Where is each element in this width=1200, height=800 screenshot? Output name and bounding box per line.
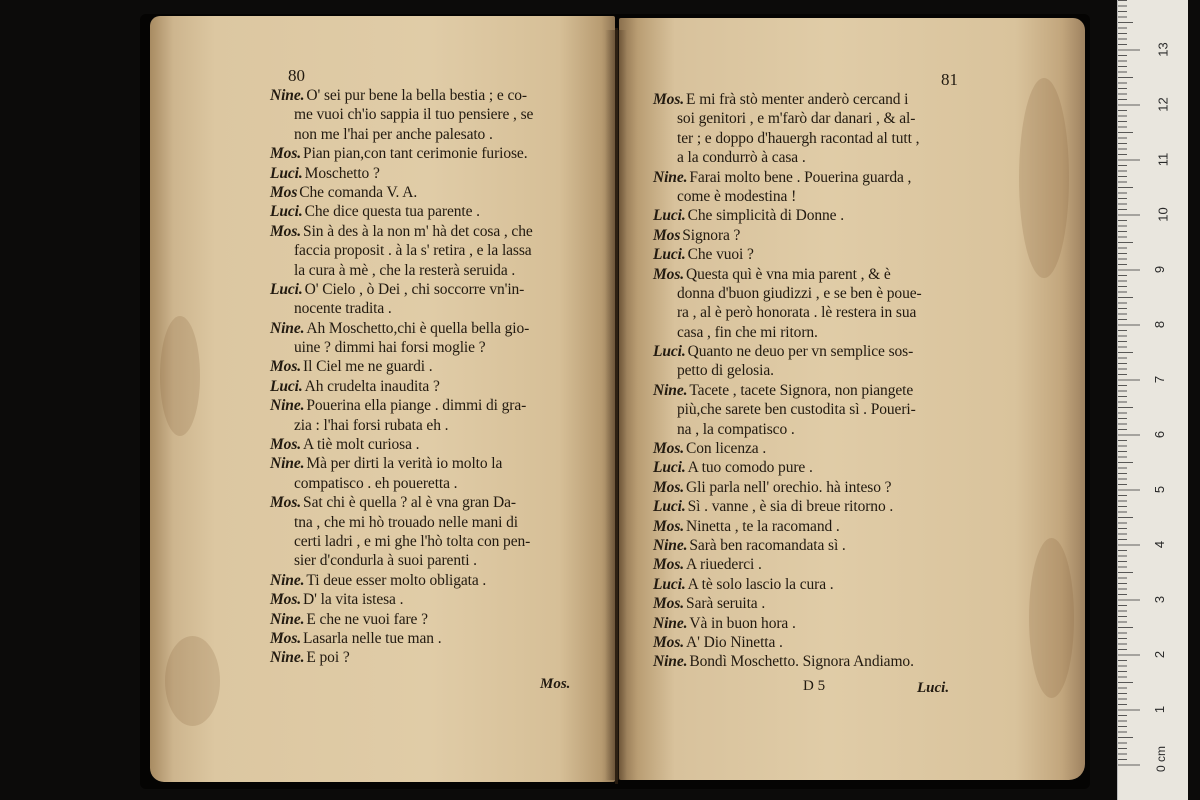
book-fold	[615, 28, 618, 784]
speaker-label: Mos.	[270, 145, 302, 163]
line-text: Lasarla nelle tue man .	[303, 629, 442, 647]
ruler-number: 11	[1155, 152, 1171, 167]
text-line	[270, 261, 605, 280]
page-stain	[165, 636, 220, 726]
page-stain	[1019, 78, 1069, 278]
line-text: Gli parla nell' orechio. hà inteso ?	[686, 478, 892, 496]
text-line	[653, 245, 983, 264]
text-line	[270, 125, 605, 144]
right-catchword: Luci.	[917, 680, 950, 696]
text-line	[270, 493, 605, 512]
text-line	[653, 381, 983, 400]
line-text: O' sei pur bene la bella bestia ; e co-	[306, 87, 527, 104]
line-text: Tacete , tacete Signora, non piangete	[689, 381, 914, 399]
line-text: Che comanda V. A.	[299, 183, 418, 201]
speaker-label: Nine.	[653, 168, 688, 186]
line-text: faccia proposit . à la s' retira , e la lassa	[294, 242, 532, 260]
text-line	[653, 109, 983, 128]
text-line	[653, 284, 983, 303]
text-line	[270, 396, 605, 415]
text-line	[270, 474, 605, 493]
text-line	[270, 338, 605, 357]
speaker-label: Mos	[270, 183, 298, 201]
speaker-label: Nine.	[270, 455, 305, 473]
line-text: Il Ciel me ne guardi .	[303, 358, 433, 376]
text-line	[653, 206, 983, 225]
text-line	[653, 168, 983, 187]
left-catchword: Mos.	[540, 676, 571, 692]
text-line	[270, 299, 605, 318]
line-text: nocente tradita .	[294, 300, 392, 318]
text-line	[653, 226, 983, 245]
speaker-label: Mos.	[653, 595, 685, 613]
text-line	[270, 416, 605, 435]
page-stain	[160, 316, 200, 436]
ruler-unit: 0 cm	[1154, 745, 1169, 773]
text-line	[270, 377, 605, 396]
text-line	[270, 629, 605, 648]
text-line	[270, 183, 605, 202]
speaker-label: Mos.	[653, 265, 685, 283]
line-text: Và in buon hora .	[689, 614, 796, 632]
line-text: A tuo comodo pure .	[687, 459, 813, 477]
text-line	[653, 594, 983, 613]
line-text: A riuederci .	[686, 556, 762, 574]
text-line	[270, 241, 605, 260]
speaker-label: Mos.	[653, 517, 685, 535]
text-line	[270, 202, 605, 221]
text-line	[653, 303, 983, 322]
line-text: compatisco . eh poueretta .	[294, 474, 458, 492]
speaker-label: Luci.	[270, 164, 303, 182]
line-text: me vuoi ch'io sappia il tuo pensiere , se	[294, 106, 534, 124]
speaker-label: Mos.	[653, 440, 685, 458]
ruler-number: 13	[1155, 42, 1171, 57]
text-line	[653, 439, 983, 458]
line-text: A tè solo lascio la cura .	[687, 575, 834, 593]
speaker-label: Luci.	[653, 498, 686, 516]
text-line	[270, 551, 605, 570]
line-text: Pian pian,con tant cerimonie furiose.	[303, 145, 528, 163]
text-line	[270, 164, 605, 183]
line-text: D' la vita istesa .	[303, 591, 404, 609]
line-text: Ninetta , te la racomand .	[686, 517, 840, 535]
ruler-number: 7	[1152, 375, 1168, 384]
text-line	[270, 280, 605, 299]
speaker-label: Nine.	[653, 614, 688, 632]
line-text: a la condurrò à casa .	[677, 149, 806, 167]
line-text: casa , fin che mi ritorn.	[677, 323, 818, 341]
speaker-label: Mos.	[270, 222, 302, 240]
speaker-label: Nine.	[653, 536, 688, 554]
speaker-label: Mos.	[270, 629, 302, 647]
line-text: come è modestina !	[677, 187, 797, 205]
text-line	[653, 265, 983, 284]
line-text: più,che sarete ben custodita sì . Poueri-	[677, 401, 916, 419]
ruler-number: 4	[1152, 540, 1168, 549]
speaker-label: Luci.	[653, 575, 686, 593]
speaker-label: Luci.	[270, 377, 303, 395]
line-text: A' Dio Ninetta .	[686, 633, 783, 651]
text-line	[653, 458, 983, 477]
line-text: Ti deue esser molto obligata .	[306, 571, 487, 589]
text-line	[653, 517, 983, 536]
text-line	[653, 148, 983, 167]
speaker-label: Luci.	[653, 343, 686, 361]
text-line	[653, 361, 983, 380]
text-line	[270, 648, 605, 667]
text-line	[653, 575, 983, 594]
line-text: Sin à des à la non m' hà det cosa , che	[303, 222, 533, 240]
right-page-text	[653, 90, 983, 672]
speaker-label: Mos.	[270, 358, 302, 376]
speaker-label: Nine.	[653, 381, 688, 399]
speaker-label: Nine.	[270, 610, 305, 628]
speaker-label: Luci.	[270, 203, 303, 221]
ruler-number: 6	[1152, 430, 1168, 439]
line-text: O' Cielo , ò Dei , chi soccorre vn'in-	[304, 280, 525, 298]
line-text: ra , al è però honorata . lè restera in sua	[677, 304, 917, 322]
text-line	[270, 454, 605, 473]
text-line	[270, 435, 605, 454]
line-text: uine ? dimmi hai forsi moglie ?	[294, 339, 486, 357]
left-page-text	[270, 86, 605, 668]
text-line	[270, 86, 605, 105]
text-line	[653, 187, 983, 206]
scale-ruler	[1117, 0, 1188, 800]
text-line	[270, 144, 605, 163]
text-line	[653, 342, 983, 361]
line-text: E che ne vuoi fare ?	[306, 610, 428, 628]
line-text: E poi ?	[306, 649, 350, 667]
line-text: E mi frà stò menter anderò cercand i	[686, 91, 909, 108]
line-text: Bondì Moschetto. Signora Andiamo.	[689, 653, 914, 671]
line-text: Ah Moschetto,chi è quella bella gio-	[306, 319, 530, 337]
text-line	[653, 90, 983, 109]
line-text: Questa quì è vna mia parent , & è	[686, 265, 891, 283]
line-text: la cura à mè , che la resterà seruida .	[294, 261, 516, 279]
right-page	[619, 18, 1085, 780]
ruler-number: 2	[1152, 650, 1168, 659]
text-line	[270, 222, 605, 241]
line-text: Quanto ne deuo per vn semplice sos-	[687, 343, 914, 361]
ruler-ticks	[1118, 0, 1188, 800]
right-page-number: 81	[941, 70, 958, 89]
text-line	[270, 610, 605, 629]
line-text: Con licenza .	[686, 440, 767, 458]
speaker-label: Nine.	[270, 571, 305, 589]
text-line	[270, 571, 605, 590]
text-line	[270, 513, 605, 532]
left-page	[150, 16, 615, 782]
line-text: soi genitori , e m'farò dar danari , & al-	[677, 110, 916, 128]
speaker-label: Nine.	[270, 397, 305, 415]
left-page-number: 80	[288, 66, 305, 85]
speaker-label: Nine.	[270, 319, 305, 337]
speaker-label: Mos	[653, 226, 681, 244]
line-text: Che dice questa tua parente .	[304, 203, 480, 221]
speaker-label: Nine.	[270, 87, 305, 104]
line-text: Che vuoi ?	[687, 246, 754, 264]
ruler-number: 9	[1152, 265, 1168, 274]
line-text: na , la compatisco .	[677, 420, 795, 438]
text-line	[270, 319, 605, 338]
line-text: ter ; e doppo d'hauergh racontad al tutt ,	[677, 129, 920, 147]
line-text: Pouerina ella piange . dimmi di gra-	[306, 397, 527, 415]
text-line	[653, 323, 983, 342]
speaker-label: Mos.	[653, 556, 685, 574]
line-text: Che simplicità di Donne .	[687, 207, 845, 225]
speaker-label: Luci.	[270, 280, 303, 298]
line-text: donna d'buon giudizzi , e se ben è poue-	[677, 284, 922, 302]
speaker-label: Mos.	[653, 633, 685, 651]
speaker-label: Nine.	[653, 653, 688, 671]
line-text: Ah crudelta inaudita ?	[304, 377, 440, 395]
line-text: tna , che mi hò trouado nelle mani di	[294, 513, 519, 531]
speaker-label: Mos.	[270, 494, 302, 512]
ruler-number: 8	[1152, 320, 1168, 329]
text-line	[270, 105, 605, 124]
speaker-label: Mos.	[653, 478, 685, 496]
line-text: Sat chi è quella ? al è vna gran Da-	[303, 494, 516, 512]
text-line	[653, 633, 983, 652]
line-text: Mà per dirti la verità io molto la	[306, 455, 503, 473]
speaker-label: Luci.	[653, 207, 686, 225]
ruler-number: 12	[1155, 97, 1171, 112]
speaker-label: Mos.	[653, 91, 685, 108]
text-line	[270, 590, 605, 609]
text-line	[653, 478, 983, 497]
line-text: non me l'hai per anche palesato .	[294, 125, 493, 143]
line-text: A tiè molt curiosa .	[303, 436, 420, 454]
line-text: sier d'condurla à suoi parenti .	[294, 552, 477, 570]
text-line	[653, 555, 983, 574]
line-text: Signora ?	[682, 226, 741, 244]
line-text: petto di gelosia.	[677, 362, 774, 380]
text-line	[653, 536, 983, 555]
line-text: Moschetto ?	[304, 164, 380, 182]
ruler-number: 10	[1155, 207, 1171, 222]
text-line	[653, 129, 983, 148]
text-line	[653, 652, 983, 671]
speaker-label: Luci.	[653, 246, 686, 264]
line-text: certi ladri , e mi ghe l'hò tolta con pen-	[294, 532, 531, 550]
ruler-number: 3	[1152, 595, 1168, 604]
speaker-label: Mos.	[270, 591, 302, 609]
ruler-number: 1	[1152, 705, 1168, 714]
line-text: Farai molto bene . Pouerina guarda ,	[689, 168, 912, 186]
text-line	[270, 532, 605, 551]
text-line	[653, 420, 983, 439]
text-line	[653, 400, 983, 419]
ruler-number: 5	[1152, 485, 1168, 494]
signature-mark: D 5	[803, 678, 826, 694]
line-text: Sì . vanne , è sia di breue ritorno .	[687, 498, 894, 516]
line-text: Sarà ben racomandata sì .	[689, 536, 846, 554]
text-line	[270, 357, 605, 376]
speaker-label: Luci.	[653, 459, 686, 477]
speaker-label: Mos.	[270, 436, 302, 454]
page-stain	[1029, 538, 1074, 698]
line-text: zia : l'hai forsi rubata eh .	[294, 416, 449, 434]
speaker-label: Nine.	[270, 649, 305, 667]
line-text: Sarà seruita .	[686, 595, 766, 613]
text-line	[653, 497, 983, 516]
text-line	[653, 614, 983, 633]
